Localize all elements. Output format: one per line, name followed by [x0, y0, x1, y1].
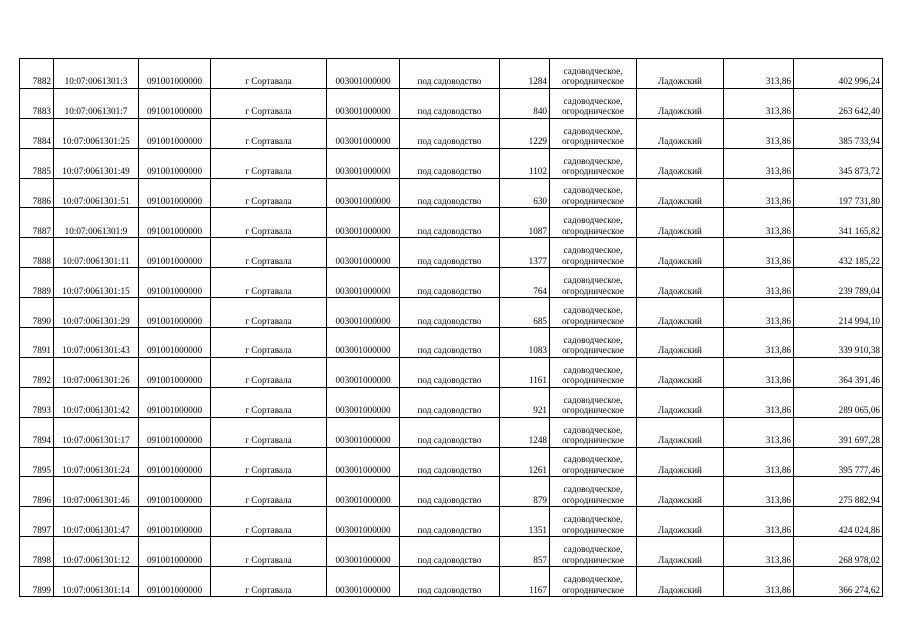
area-cell: 1161	[500, 357, 550, 387]
specific-value-cell: 313,86	[724, 59, 794, 89]
okato-code-cell: 003001000000	[327, 178, 400, 208]
land-use-line2: огородническое	[562, 494, 624, 505]
cadastral-number-cell: 10:07:0061301:47	[54, 507, 139, 537]
oktmo-code-cell: 091001000000	[139, 59, 211, 89]
row-number-cell: 7896	[20, 477, 54, 507]
cadastral-value-cell: 263 642,40	[794, 88, 883, 118]
land-use-type-cell	[550, 328, 637, 358]
permitted-use-cell: под садоводство	[400, 59, 500, 89]
land-use-line1: садоводческое,	[563, 454, 623, 465]
cadastral-value-cell: 214 994,10	[794, 298, 883, 328]
district-cell: Ладожский	[637, 118, 724, 148]
land-use-line2: огородническое	[562, 136, 624, 147]
land-use-line2: огородническое	[562, 375, 624, 386]
area-cell: 1087	[500, 208, 550, 238]
row-number-cell: 7892	[20, 357, 54, 387]
table-row	[20, 567, 883, 597]
district-cell: Ладожский	[637, 298, 724, 328]
district-cell: Ладожский	[637, 357, 724, 387]
table-row	[20, 298, 883, 328]
okato-code-cell: 003001000000	[327, 447, 400, 477]
land-use-type-cell	[550, 447, 637, 477]
okato-code-cell: 003001000000	[327, 298, 400, 328]
land-use-type-cell	[550, 208, 637, 238]
land-use-type-cell	[550, 387, 637, 417]
specific-value-cell: 313,86	[724, 118, 794, 148]
land-use-line1: садоводческое,	[563, 424, 623, 435]
okato-code-cell: 003001000000	[327, 417, 400, 447]
district-cell: Ладожский	[637, 268, 724, 298]
cadastral-value-cell: 385 733,94	[794, 118, 883, 148]
table-row	[20, 118, 883, 148]
table-row	[20, 507, 883, 537]
land-use-type-cell	[550, 567, 637, 597]
land-use-line1: садоводческое,	[563, 394, 623, 405]
permitted-use-cell: под садоводство	[400, 387, 500, 417]
locality-cell: г Сортавала	[211, 88, 327, 118]
table-row	[20, 148, 883, 178]
area-cell: 630	[500, 178, 550, 208]
permitted-use-cell: под садоводство	[400, 238, 500, 268]
specific-value-cell: 313,86	[724, 387, 794, 417]
land-use-type-cell	[550, 59, 637, 89]
table-row	[20, 208, 883, 238]
locality-cell: г Сортавала	[211, 447, 327, 477]
land-use-type-cell	[550, 178, 637, 208]
land-use-type-cell	[550, 357, 637, 387]
district-cell: Ладожский	[637, 537, 724, 567]
land-use-type-cell	[550, 298, 637, 328]
cadastral-value-cell: 364 391,46	[794, 357, 883, 387]
specific-value-cell: 313,86	[724, 447, 794, 477]
district-cell: Ладожский	[637, 447, 724, 477]
specific-value-cell: 313,86	[724, 268, 794, 298]
row-number-cell: 7882	[20, 59, 54, 89]
okato-code-cell: 003001000000	[327, 537, 400, 567]
oktmo-code-cell: 091001000000	[139, 477, 211, 507]
land-use-line1: садоводческое,	[563, 95, 623, 106]
cadastral-number-cell: 10:07:0061301:15	[54, 268, 139, 298]
cadastral-number-cell: 10:07:0061301:11	[54, 238, 139, 268]
area-cell: 685	[500, 298, 550, 328]
cadastral-number-cell: 10:07:0061301:51	[54, 178, 139, 208]
oktmo-code-cell: 091001000000	[139, 118, 211, 148]
cadastral-number-cell: 10:07:0061301:49	[54, 148, 139, 178]
oktmo-code-cell: 091001000000	[139, 328, 211, 358]
area-cell: 1102	[500, 148, 550, 178]
locality-cell: г Сортавала	[211, 208, 327, 238]
district-cell: Ладожский	[637, 238, 724, 268]
district-cell: Ладожский	[637, 88, 724, 118]
district-cell: Ладожский	[637, 59, 724, 89]
land-use-line1: садоводческое,	[563, 305, 623, 316]
land-use-line2: огородническое	[562, 255, 624, 266]
permitted-use-cell: под садоводство	[400, 88, 500, 118]
area-cell: 1284	[500, 59, 550, 89]
land-use-line1: садоводческое,	[563, 334, 623, 345]
row-number-cell: 7884	[20, 118, 54, 148]
area-cell: 1377	[500, 238, 550, 268]
row-number-cell: 7890	[20, 298, 54, 328]
permitted-use-cell: под садоводство	[400, 357, 500, 387]
land-use-type-cell	[550, 417, 637, 447]
cadastral-value-cell: 341 165,82	[794, 208, 883, 238]
district-cell: Ладожский	[637, 328, 724, 358]
cadastral-number-cell: 10:07:0061301:14	[54, 567, 139, 597]
permitted-use-cell: под садоводство	[400, 507, 500, 537]
table-row	[20, 238, 883, 268]
land-use-line1: садоводческое,	[563, 574, 623, 585]
oktmo-code-cell: 091001000000	[139, 417, 211, 447]
cadastral-value-cell: 424 024,86	[794, 507, 883, 537]
land-use-line2: огородническое	[562, 315, 624, 326]
area-cell: 1248	[500, 417, 550, 447]
area-cell: 1167	[500, 567, 550, 597]
cadastral-value-cell: 268 978,02	[794, 537, 883, 567]
oktmo-code-cell: 091001000000	[139, 357, 211, 387]
land-use-type-cell	[550, 477, 637, 507]
land-use-type-cell	[550, 118, 637, 148]
cadastral-value-cell: 289 065,06	[794, 387, 883, 417]
area-cell: 857	[500, 537, 550, 567]
specific-value-cell: 313,86	[724, 208, 794, 238]
row-number-cell: 7893	[20, 387, 54, 417]
okato-code-cell: 003001000000	[327, 238, 400, 268]
permitted-use-cell: под садоводство	[400, 178, 500, 208]
permitted-use-cell: под садоводство	[400, 447, 500, 477]
okato-code-cell: 003001000000	[327, 148, 400, 178]
row-number-cell: 7897	[20, 507, 54, 537]
row-number-cell: 7895	[20, 447, 54, 477]
land-use-type-cell	[550, 268, 637, 298]
oktmo-code-cell: 091001000000	[139, 178, 211, 208]
table-row	[20, 447, 883, 477]
cadastral-value-cell: 432 185,22	[794, 238, 883, 268]
land-use-line2: огородническое	[562, 76, 624, 87]
table-row	[20, 268, 883, 298]
table-row	[20, 59, 883, 89]
specific-value-cell: 313,86	[724, 507, 794, 537]
specific-value-cell: 313,86	[724, 178, 794, 208]
locality-cell: г Сортавала	[211, 567, 327, 597]
specific-value-cell: 313,86	[724, 88, 794, 118]
land-use-type-cell	[550, 507, 637, 537]
cadastral-number-cell: 10:07:0061301:46	[54, 477, 139, 507]
table-row	[20, 328, 883, 358]
land-use-line1: садоводческое,	[563, 245, 623, 256]
okato-code-cell: 003001000000	[327, 59, 400, 89]
locality-cell: г Сортавала	[211, 148, 327, 178]
locality-cell: г Сортавала	[211, 477, 327, 507]
cadastral-value-cell: 391 697,28	[794, 417, 883, 447]
land-use-line2: огородническое	[562, 554, 624, 565]
table-row	[20, 417, 883, 447]
land-use-line2: огородническое	[562, 435, 624, 446]
locality-cell: г Сортавала	[211, 118, 327, 148]
land-use-line2: огородническое	[562, 464, 624, 475]
district-cell: Ладожский	[637, 417, 724, 447]
permitted-use-cell: под садоводство	[400, 477, 500, 507]
oktmo-code-cell: 091001000000	[139, 447, 211, 477]
land-use-line1: садоводческое,	[563, 155, 623, 166]
okato-code-cell: 003001000000	[327, 118, 400, 148]
cadastral-number-cell: 10:07:0061301:17	[54, 417, 139, 447]
okato-code-cell: 003001000000	[327, 567, 400, 597]
area-cell: 1261	[500, 447, 550, 477]
cadastral-number-cell: 10:07:0061301:26	[54, 357, 139, 387]
land-use-line2: огородническое	[562, 166, 624, 177]
row-number-cell: 7887	[20, 208, 54, 238]
row-number-cell: 7885	[20, 148, 54, 178]
area-cell: 1351	[500, 507, 550, 537]
land-use-line1: садоводческое,	[563, 185, 623, 196]
row-number-cell: 7888	[20, 238, 54, 268]
land-use-type-cell	[550, 537, 637, 567]
locality-cell: г Сортавала	[211, 238, 327, 268]
land-use-type-cell	[550, 88, 637, 118]
oktmo-code-cell: 091001000000	[139, 208, 211, 238]
district-cell: Ладожский	[637, 178, 724, 208]
cadastral-value-cell: 197 731,80	[794, 178, 883, 208]
locality-cell: г Сортавала	[211, 298, 327, 328]
area-cell: 921	[500, 387, 550, 417]
permitted-use-cell: под садоводство	[400, 208, 500, 238]
locality-cell: г Сортавала	[211, 357, 327, 387]
permitted-use-cell: под садоводство	[400, 537, 500, 567]
permitted-use-cell: под садоводство	[400, 417, 500, 447]
table-row	[20, 477, 883, 507]
district-cell: Ладожский	[637, 477, 724, 507]
district-cell: Ладожский	[637, 567, 724, 597]
row-number-cell: 7886	[20, 178, 54, 208]
permitted-use-cell: под садоводство	[400, 268, 500, 298]
row-number-cell: 7883	[20, 88, 54, 118]
land-use-line1: садоводческое,	[563, 544, 623, 555]
okato-code-cell: 003001000000	[327, 268, 400, 298]
land-use-line2: огородническое	[562, 106, 624, 117]
specific-value-cell: 313,86	[724, 238, 794, 268]
area-cell: 879	[500, 477, 550, 507]
locality-cell: г Сортавала	[211, 59, 327, 89]
land-use-line2: огородническое	[562, 285, 624, 296]
land-use-line1: садоводческое,	[563, 125, 623, 136]
oktmo-code-cell: 091001000000	[139, 537, 211, 567]
cadastral-value-cell: 345 873,72	[794, 148, 883, 178]
oktmo-code-cell: 091001000000	[139, 298, 211, 328]
permitted-use-cell: под садоводство	[400, 148, 500, 178]
specific-value-cell: 313,86	[724, 148, 794, 178]
specific-value-cell: 313,86	[724, 357, 794, 387]
oktmo-code-cell: 091001000000	[139, 387, 211, 417]
specific-value-cell: 313,86	[724, 298, 794, 328]
row-number-cell: 7891	[20, 328, 54, 358]
table-row	[20, 88, 883, 118]
locality-cell: г Сортавала	[211, 268, 327, 298]
locality-cell: г Сортавала	[211, 178, 327, 208]
locality-cell: г Сортавала	[211, 328, 327, 358]
specific-value-cell: 313,86	[724, 567, 794, 597]
land-use-line2: огородническое	[562, 584, 624, 595]
land-use-type-cell	[550, 238, 637, 268]
land-use-type-cell	[550, 148, 637, 178]
area-cell: 1083	[500, 328, 550, 358]
land-use-line1: садоводческое,	[563, 364, 623, 375]
specific-value-cell: 313,86	[724, 477, 794, 507]
land-use-line1: садоводческое,	[563, 65, 623, 76]
okato-code-cell: 003001000000	[327, 357, 400, 387]
oktmo-code-cell: 091001000000	[139, 88, 211, 118]
land-use-line1: садоводческое,	[563, 514, 623, 525]
cadastral-value-cell: 339 910,38	[794, 328, 883, 358]
row-number-cell: 7899	[20, 567, 54, 597]
cadastral-number-cell: 10:07:0061301:43	[54, 328, 139, 358]
permitted-use-cell: под садоводство	[400, 328, 500, 358]
cadastral-value-cell: 239 789,04	[794, 268, 883, 298]
land-use-line2: огородническое	[562, 405, 624, 416]
okato-code-cell: 003001000000	[327, 328, 400, 358]
locality-cell: г Сортавала	[211, 537, 327, 567]
locality-cell: г Сортавала	[211, 417, 327, 447]
table-row	[20, 387, 883, 417]
specific-value-cell: 313,86	[724, 537, 794, 567]
row-number-cell: 7898	[20, 537, 54, 567]
cadastral-number-cell: 10:07:0061301:7	[54, 88, 139, 118]
land-use-line1: садоводческое,	[563, 484, 623, 495]
cadastral-number-cell: 10:07:0061301:42	[54, 387, 139, 417]
specific-value-cell: 313,86	[724, 417, 794, 447]
cadastral-number-cell: 10:07:0061301:29	[54, 298, 139, 328]
oktmo-code-cell: 091001000000	[139, 567, 211, 597]
okato-code-cell: 003001000000	[327, 208, 400, 238]
permitted-use-cell: под садоводство	[400, 567, 500, 597]
cadastral-number-cell: 10:07:0061301:24	[54, 447, 139, 477]
okato-code-cell: 003001000000	[327, 477, 400, 507]
permitted-use-cell: под садоводство	[400, 298, 500, 328]
specific-value-cell: 313,86	[724, 328, 794, 358]
okato-code-cell: 003001000000	[327, 88, 400, 118]
cadastral-number-cell: 10:07:0061301:9	[54, 208, 139, 238]
land-use-line2: огородническое	[562, 345, 624, 356]
okato-code-cell: 003001000000	[327, 507, 400, 537]
land-use-line2: огородническое	[562, 195, 624, 206]
land-use-line2: огородническое	[562, 225, 624, 236]
cadastral-value-table	[19, 58, 883, 597]
okato-code-cell: 003001000000	[327, 387, 400, 417]
table-body	[20, 59, 883, 597]
table-row	[20, 537, 883, 567]
cadastral-value-cell: 395 777,46	[794, 447, 883, 477]
oktmo-code-cell: 091001000000	[139, 148, 211, 178]
cadastral-number-cell: 10:07:0061301:3	[54, 59, 139, 89]
permitted-use-cell: под садоводство	[400, 118, 500, 148]
land-use-line1: садоводческое,	[563, 275, 623, 286]
area-cell: 840	[500, 88, 550, 118]
area-cell: 1229	[500, 118, 550, 148]
locality-cell: г Сортавала	[211, 387, 327, 417]
cadastral-number-cell: 10:07:0061301:12	[54, 537, 139, 567]
table-row	[20, 178, 883, 208]
land-use-line2: огородническое	[562, 524, 624, 535]
district-cell: Ладожский	[637, 148, 724, 178]
district-cell: Ладожский	[637, 387, 724, 417]
cadastral-value-cell: 402 996,24	[794, 59, 883, 89]
row-number-cell: 7894	[20, 417, 54, 447]
district-cell: Ладожский	[637, 507, 724, 537]
cadastral-value-cell: 275 882,94	[794, 477, 883, 507]
cadastral-value-cell: 366 274,62	[794, 567, 883, 597]
locality-cell: г Сортавала	[211, 507, 327, 537]
land-use-line1: садоводческое,	[563, 215, 623, 226]
table-row	[20, 357, 883, 387]
oktmo-code-cell: 091001000000	[139, 268, 211, 298]
district-cell: Ладожский	[637, 208, 724, 238]
area-cell: 764	[500, 268, 550, 298]
oktmo-code-cell: 091001000000	[139, 238, 211, 268]
oktmo-code-cell: 091001000000	[139, 507, 211, 537]
row-number-cell: 7889	[20, 268, 54, 298]
cadastral-number-cell: 10:07:0061301:25	[54, 118, 139, 148]
